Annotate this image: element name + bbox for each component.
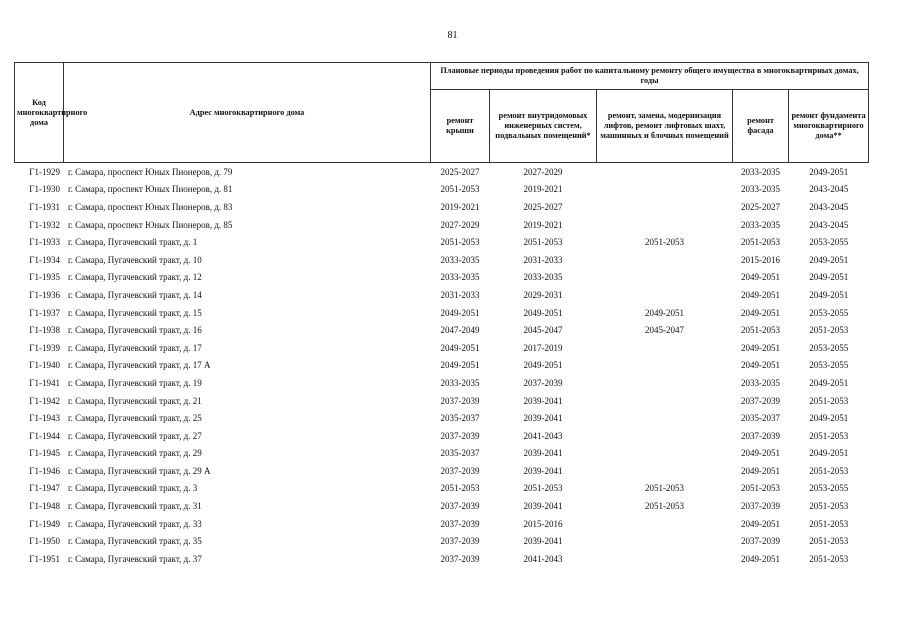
table-row — [15, 251, 869, 269]
cell-systems: 2051-2053 — [523, 237, 563, 248]
table-row — [15, 286, 869, 304]
cell-lifts — [597, 181, 733, 199]
cell-lifts: 2051-2053 — [645, 483, 684, 494]
cell-code: Г1-1948 — [29, 501, 60, 512]
cell-address: г. Самара, Пугачевский тракт, д. 29 — [68, 448, 202, 459]
cell-systems: 2039-2041 — [523, 465, 563, 476]
cell-facade: 2049-2051 — [741, 518, 780, 529]
cell-foundation: 2049-2051 — [809, 166, 849, 177]
cell-systems: 2049-2051 — [523, 307, 563, 318]
cell-roof: 2051-2053 — [440, 184, 480, 195]
cell-roof: 2037-2039 — [440, 430, 480, 441]
cell-lifts — [597, 462, 733, 480]
cell-code: Г1-1930 — [29, 184, 60, 195]
cell-systems: 2039-2041 — [523, 501, 563, 512]
cell-systems: 2019-2021 — [523, 219, 563, 230]
cell-lifts — [597, 216, 733, 234]
cell-lifts — [597, 198, 733, 216]
cell-facade: 2049-2051 — [741, 307, 780, 318]
cell-roof: 2025-2027 — [440, 166, 480, 177]
cell-code: Г1-1938 — [29, 325, 60, 336]
cell-facade: 2035-2037 — [741, 413, 780, 424]
cell-code: Г1-1945 — [29, 448, 60, 459]
cell-code: Г1-1940 — [29, 360, 60, 371]
page-number: 81 — [447, 30, 458, 41]
table-row — [15, 532, 869, 550]
cell-address: г. Самара, Пугачевский тракт, д. 16 — [68, 325, 202, 336]
cell-foundation: 2053-2055 — [809, 342, 849, 353]
table-row — [15, 216, 869, 234]
cell-facade: 2037-2039 — [741, 395, 780, 406]
cell-address: г. Самара, Пугачевский тракт, д. 27 — [68, 430, 202, 441]
table-row — [15, 181, 869, 199]
cell-code: Г1-1933 — [29, 237, 60, 248]
cell-systems: 2041-2043 — [523, 553, 563, 564]
cell-systems: 2017-2019 — [523, 342, 563, 353]
cell-roof: 2037-2039 — [440, 553, 480, 564]
cell-code: Г1-1931 — [29, 201, 60, 212]
cell-foundation: 2049-2051 — [809, 377, 849, 388]
cell-foundation: 2043-2045 — [809, 201, 849, 212]
table-row — [15, 409, 869, 427]
cell-address: г. Самара, Пугачевский тракт, д. 15 — [68, 307, 202, 318]
cell-foundation: 2049-2051 — [809, 289, 849, 300]
table-row — [15, 357, 869, 375]
cell-facade: 2049-2051 — [741, 272, 780, 283]
cell-foundation: 2049-2051 — [809, 413, 849, 424]
cell-facade: 2051-2053 — [741, 483, 780, 494]
cell-facade: 2051-2053 — [741, 237, 780, 248]
cell-facade: 2049-2051 — [741, 342, 780, 353]
table-row — [15, 515, 869, 533]
cell-lifts — [597, 163, 733, 181]
cell-roof: 2031-2033 — [440, 289, 480, 300]
table-row — [15, 163, 869, 181]
table-row — [15, 427, 869, 445]
cell-foundation: 2043-2045 — [809, 219, 849, 230]
cell-facade: 2033-2035 — [741, 184, 780, 195]
header-code: Код многоквартирного дома — [15, 63, 64, 163]
cell-facade: 2049-2051 — [741, 553, 780, 564]
cell-code: Г1-1950 — [29, 536, 60, 547]
cell-facade: 2033-2035 — [741, 219, 780, 230]
cell-systems: 2029-2031 — [523, 289, 563, 300]
cell-foundation: 2053-2055 — [809, 237, 849, 248]
cell-systems: 2031-2033 — [523, 254, 563, 265]
cell-code: Г1-1943 — [29, 413, 60, 424]
cell-lifts — [597, 251, 733, 269]
cell-foundation: 2049-2051 — [809, 272, 849, 283]
cell-roof: 2033-2035 — [440, 272, 480, 283]
cell-foundation: 2049-2051 — [809, 448, 849, 459]
cell-address: г. Самара, Пугачевский тракт, д. 1 — [68, 237, 198, 248]
cell-foundation: 2051-2053 — [809, 501, 849, 512]
cell-foundation: 2053-2055 — [809, 483, 849, 494]
table-row — [15, 374, 869, 392]
header-group: Плановые периоды проведения работ по капитальному ремонту общего имущества в многоквартирных домах, годы — [431, 63, 869, 90]
table-row — [15, 550, 869, 568]
cell-facade: 2049-2051 — [741, 448, 780, 459]
cell-code: Г1-1941 — [29, 377, 60, 388]
cell-facade: 2037-2039 — [741, 430, 780, 441]
header-address: Адрес многоквартирного дома — [64, 63, 431, 163]
cell-systems: 2049-2051 — [523, 360, 563, 371]
cell-roof: 2035-2037 — [440, 448, 480, 459]
table-row — [15, 339, 869, 357]
header-foundation: ремонт фундамента многоквартирного дома** — [789, 90, 869, 163]
cell-systems: 2027-2029 — [523, 166, 563, 177]
table-row — [15, 392, 869, 410]
table-row — [15, 497, 869, 515]
table-body — [15, 163, 869, 569]
cell-facade: 2049-2051 — [741, 289, 780, 300]
cell-foundation: 2051-2053 — [809, 325, 849, 336]
cell-lifts — [597, 532, 733, 550]
cell-address: г. Самара, Пугачевский тракт, д. 12 — [68, 272, 202, 283]
cell-systems: 2039-2041 — [523, 536, 563, 547]
cell-facade: 2025-2027 — [741, 201, 780, 212]
cell-systems: 2037-2039 — [523, 377, 563, 388]
cell-foundation: 2051-2053 — [809, 536, 849, 547]
cell-facade: 2051-2053 — [741, 325, 780, 336]
cell-foundation: 2051-2053 — [809, 518, 849, 529]
cell-systems: 2015-2016 — [523, 518, 563, 529]
cell-foundation: 2051-2053 — [809, 465, 849, 476]
header-systems: ремонт внутридомовых инженерных систем, подвальных помещений* — [490, 90, 597, 163]
cell-systems: 2019-2021 — [523, 184, 563, 195]
cell-roof: 2047-2049 — [440, 325, 480, 336]
cell-roof: 2037-2039 — [440, 465, 480, 476]
header-lifts: ремонт, замена, модернизация лифтов, ремонт лифтовых шахт, машинных и блочных помещений — [597, 90, 733, 163]
table-row — [15, 445, 869, 463]
header-facade: ремонт фасада — [733, 90, 789, 163]
cell-lifts — [597, 445, 733, 463]
cell-roof: 2049-2051 — [440, 342, 480, 353]
cell-lifts — [597, 427, 733, 445]
cell-lifts — [597, 339, 733, 357]
cell-lifts — [597, 515, 733, 533]
table-row — [15, 233, 869, 251]
cell-facade: 2015-2016 — [741, 254, 780, 265]
cell-lifts: 2051-2053 — [645, 237, 684, 248]
cell-code: Г1-1942 — [29, 395, 60, 406]
cell-lifts: 2049-2051 — [645, 307, 684, 318]
cell-foundation: 2053-2055 — [809, 307, 849, 318]
cell-code: Г1-1932 — [29, 219, 60, 230]
cell-address: г. Самара, Пугачевский тракт, д. 14 — [68, 289, 202, 300]
cell-address: г. Самара, проспект Юных Пионеров, д. 79 — [68, 166, 233, 177]
cell-roof: 2049-2051 — [440, 360, 480, 371]
cell-address: г. Самара, Пугачевский тракт, д. 3 — [68, 483, 198, 494]
cell-lifts: 2051-2053 — [645, 501, 684, 512]
cell-lifts — [597, 269, 733, 287]
cell-code: Г1-1946 — [29, 465, 60, 476]
cell-code: Г1-1929 — [29, 166, 60, 177]
cell-code: Г1-1949 — [29, 518, 60, 529]
cell-address: г. Самара, Пугачевский тракт, д. 25 — [68, 413, 202, 424]
cell-roof: 2051-2053 — [440, 237, 480, 248]
table-row — [15, 304, 869, 322]
repair-schedule-table — [14, 62, 869, 569]
table-row — [15, 198, 869, 216]
cell-facade: 2049-2051 — [741, 360, 780, 371]
cell-roof: 2037-2039 — [440, 536, 480, 547]
cell-address: г. Самара, Пугачевский тракт, д. 10 — [68, 254, 202, 265]
cell-code: Г1-1937 — [29, 307, 60, 318]
cell-lifts: 2045-2047 — [645, 325, 684, 336]
header-roof: ремонт крыши — [431, 90, 490, 163]
cell-roof: 2019-2021 — [440, 201, 480, 212]
cell-facade: 2033-2035 — [741, 166, 780, 177]
cell-systems: 2039-2041 — [523, 448, 563, 459]
cell-lifts — [597, 374, 733, 392]
cell-code: Г1-1935 — [29, 272, 60, 283]
cell-foundation: 2051-2053 — [809, 395, 849, 406]
cell-code: Г1-1951 — [29, 553, 60, 564]
cell-address: г. Самара, проспект Юных Пионеров, д. 83 — [68, 201, 233, 212]
cell-systems: 2033-2035 — [523, 272, 563, 283]
table-row — [15, 480, 869, 498]
cell-lifts — [597, 357, 733, 375]
cell-systems: 2051-2053 — [523, 483, 563, 494]
cell-address: г. Самара, Пугачевский тракт, д. 19 — [68, 377, 202, 388]
cell-lifts — [597, 550, 733, 568]
cell-roof: 2035-2037 — [440, 413, 480, 424]
table-row — [15, 321, 869, 339]
cell-lifts — [597, 392, 733, 410]
cell-foundation: 2049-2051 — [809, 254, 849, 265]
cell-foundation: 2053-2055 — [809, 360, 849, 371]
cell-systems: 2041-2043 — [523, 430, 563, 441]
cell-address: г. Самара, Пугачевский тракт, д. 31 — [68, 501, 202, 512]
cell-address: г. Самара, Пугачевский тракт, д. 21 — [68, 395, 202, 406]
cell-facade: 2033-2035 — [741, 377, 780, 388]
cell-address: г. Самара, Пугачевский тракт, д. 29 А — [68, 465, 211, 476]
cell-address: г. Самара, Пугачевский тракт, д. 17 — [68, 342, 202, 353]
cell-systems: 2025-2027 — [523, 201, 563, 212]
cell-lifts — [597, 286, 733, 304]
cell-address: г. Самара, проспект Юных Пионеров, д. 85 — [68, 219, 233, 230]
cell-facade: 2037-2039 — [741, 501, 780, 512]
cell-systems: 2039-2041 — [523, 413, 563, 424]
cell-systems: 2039-2041 — [523, 395, 563, 406]
cell-roof: 2027-2029 — [440, 219, 480, 230]
table-row — [15, 269, 869, 287]
cell-code: Г1-1934 — [29, 254, 60, 265]
cell-foundation: 2051-2053 — [809, 553, 849, 564]
cell-roof: 2037-2039 — [440, 501, 480, 512]
table-row — [15, 462, 869, 480]
cell-foundation: 2051-2053 — [809, 430, 849, 441]
cell-foundation: 2043-2045 — [809, 184, 849, 195]
cell-roof: 2033-2035 — [440, 254, 480, 265]
cell-roof: 2037-2039 — [440, 518, 480, 529]
cell-facade: 2049-2051 — [741, 465, 780, 476]
cell-code: Г1-1947 — [29, 483, 60, 494]
cell-address: г. Самара, Пугачевский тракт, д. 33 — [68, 518, 202, 529]
cell-roof: 2037-2039 — [440, 395, 480, 406]
cell-lifts — [597, 409, 733, 427]
cell-roof: 2051-2053 — [440, 483, 480, 494]
cell-facade: 2037-2039 — [741, 536, 780, 547]
cell-address: г. Самара, Пугачевский тракт, д. 17 А — [68, 360, 211, 371]
cell-address: г. Самара, Пугачевский тракт, д. 37 — [68, 553, 202, 564]
cell-roof: 2049-2051 — [440, 307, 480, 318]
cell-code: Г1-1944 — [29, 430, 60, 441]
cell-address: г. Самара, проспект Юных Пионеров, д. 81 — [68, 184, 233, 195]
cell-address: г. Самара, Пугачевский тракт, д. 35 — [68, 536, 202, 547]
cell-code: Г1-1939 — [29, 342, 60, 353]
cell-systems: 2045-2047 — [523, 325, 563, 336]
cell-roof: 2033-2035 — [440, 377, 480, 388]
cell-code: Г1-1936 — [29, 289, 60, 300]
